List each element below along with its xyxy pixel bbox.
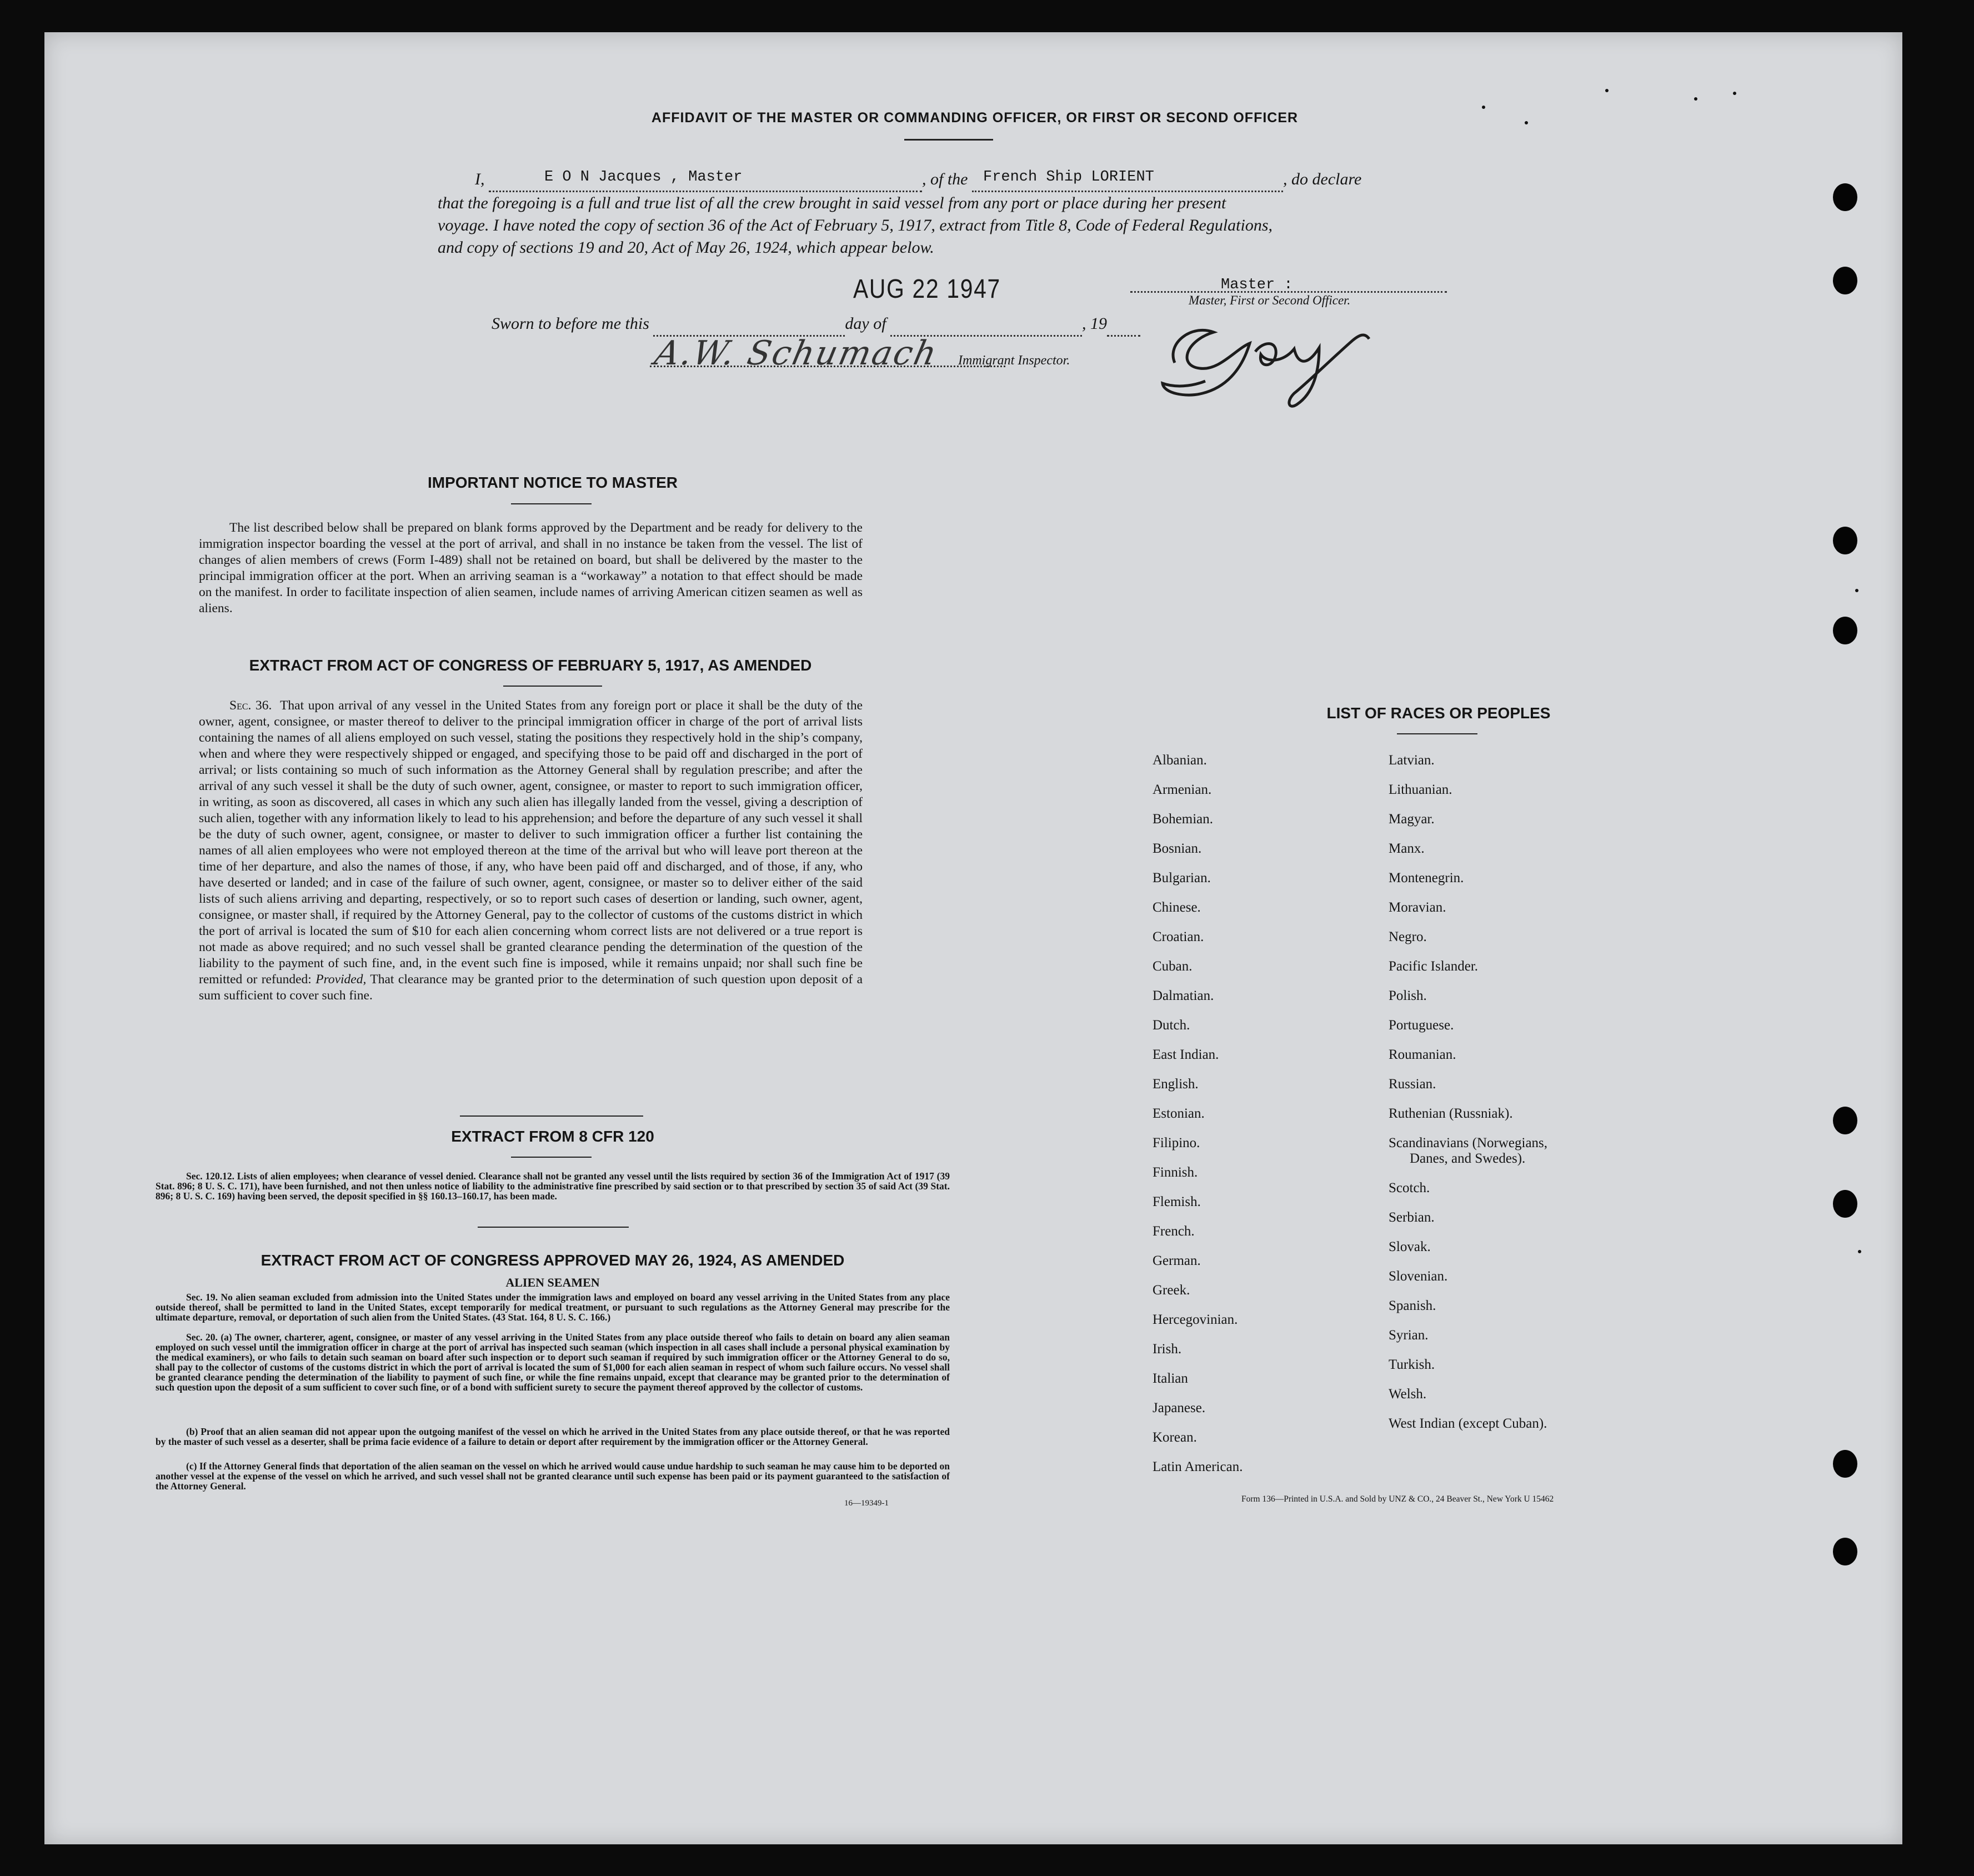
print-code: 16—19349-1 <box>844 1499 889 1508</box>
race-item: Scotch. <box>1389 1180 1430 1195</box>
speck <box>1733 92 1736 95</box>
declaration-line-1 <box>475 168 1514 191</box>
speck <box>1525 121 1528 124</box>
do-declare-label: , do declare <box>1283 170 1362 188</box>
sworn-year-field <box>1107 313 1140 337</box>
date-stamp: AUG 22 1947 <box>853 274 1001 304</box>
sec-20b-text: (b) Proof that an alien seaman did not appear upon the outgoing manifest of the vessel on which he arrived in the United States from any place outside thereof, or that he was reported by the master of such vessel as a deserter, shall be prima facie evidence of a failure to detain or deport after requirement by the immigration officer or the Attorney General. <box>156 1426 950 1447</box>
race-item: Croatian. <box>1153 929 1204 944</box>
speck <box>1694 97 1697 101</box>
sec-36-body-end: That clearance may be granted prior to the determination of such question upon deposit of a sum sufficient to cover such fine. <box>199 972 863 1003</box>
binder-hole <box>1833 527 1857 554</box>
sworn-line <box>492 313 1203 337</box>
races-rule <box>1397 733 1477 734</box>
extract-1917-rule <box>503 686 602 687</box>
name-field <box>489 168 922 192</box>
of-the-label: , of the <box>922 170 968 188</box>
race-item: Scandinavians (Norwegians, <box>1389 1135 1548 1150</box>
race-item: French. <box>1153 1224 1195 1239</box>
inspector-signature: A.W. Schumach <box>651 334 942 373</box>
sworn-label: Sworn to before me this <box>492 314 649 333</box>
race-item: Slovenian. <box>1389 1269 1448 1284</box>
cfr-end-rule <box>478 1227 629 1228</box>
race-item: Finnish. <box>1153 1165 1198 1180</box>
race-item: Greek. <box>1153 1283 1190 1298</box>
speck <box>1858 1250 1861 1253</box>
race-item: Japanese. <box>1153 1400 1206 1415</box>
race-item: Latvian. <box>1389 753 1435 768</box>
cfr-heading: EXTRACT FROM 8 CFR 120 <box>451 1128 654 1145</box>
inspector-caption: Immigrant Inspector. <box>958 353 1070 368</box>
sec-20c-text: (c) If the Attorney General finds that deportation of the alien seaman on the vessel on which he arrived would cause undue hardship to such seaman he may cause him to be deported on another vessel at the expense of the vessel on which he arrived, and such vessel shall not be granted clearance until such expense has been paid or its payment guaranteed to the satisfaction of the Attorney General. <box>156 1460 950 1492</box>
race-item: Roumanian. <box>1389 1047 1456 1062</box>
extract-1917-end-rule <box>460 1115 643 1117</box>
cfr-rule <box>511 1157 592 1158</box>
race-item: Irish. <box>1153 1342 1182 1357</box>
notice-heading: IMPORTANT NOTICE TO MASTER <box>427 474 678 491</box>
alien-seamen-subheading: ALIEN SEAMEN <box>505 1275 600 1289</box>
sec-36-label: Sec. 36. <box>229 698 272 713</box>
document-page <box>44 32 1902 1844</box>
cfr-text: Sec. 120.12. Lists of alien employees; when clearance of vessel denied. Clearance shall not be granted any vessel until the lists required by section 36 of the Immigration Act of 1917 (39 Stat. 896; 8 U. S. C. 171), have been furnished, and not then unless notice of liability to the administrative fine prescribed by said section or to that prescribed by section 35 of said Act (39 Stat. 896; 8 U. S. C. 169) having been served, the deposit specified in §§ 160.13–160.17, has been made. <box>156 1170 950 1202</box>
race-item: Dalmatian. <box>1153 988 1214 1003</box>
ship-name-value: French Ship LORIENT <box>983 169 1154 186</box>
race-item: Syrian. <box>1389 1328 1429 1343</box>
race-item: Moravian. <box>1389 900 1446 915</box>
master-signature <box>1153 310 1386 416</box>
race-item: Welsh. <box>1389 1387 1427 1402</box>
race-item: Flemish. <box>1153 1194 1201 1209</box>
race-item: Korean. <box>1153 1430 1197 1445</box>
race-item: Latin American. <box>1153 1459 1243 1474</box>
race-item: Manx. <box>1389 841 1425 856</box>
race-item: Ruthenian (Russniak). <box>1389 1106 1513 1121</box>
race-item: Bulgarian. <box>1153 871 1211 886</box>
race-item: Hercegovinian. <box>1153 1312 1238 1327</box>
day-of-label: day of <box>845 314 886 333</box>
race-item: Danes, and Swedes). <box>1410 1151 1526 1166</box>
sec-36-body: That upon arrival of any vessel in the United States from any foreign port or place it shall be the duty of the owner, agent, consignee, or master thereof to deliver to the principal immigration officer in charge of the port of arrival lists containing the names of all aliens employed on such vessel, stating the positions they respectively hold in the ship’s company, when and where they were respectively shipped or engaged, and specifying those to be paid off and discharged in the port of arrival; or lists containing so much of such information as the Attorney General shall by regulation prescribe; and after the arrival of any such vessel it shall be the duty of such owner, agent, consignee, or master to report to such immigration officer, in writing, as soon as discovered, all cases in which any such alien has illegally landed from the vessel, giving a description of such alien, together with any information likely to lead to his apprehension; and before the departure of any such vessel it shall be the duty of such owner, agent, consignee, or master to deliver to such immigration officer a further list containing the names of all alien employees who were not employed thereon at the time of the arrival but who will leave port thereon at the time of her departure, and also the names of those, if any, who have been paid off and discharged, and of those, if any, who have deserted or landed; and in case of the failure of such owner, agent, consignee, or master so to deliver either of the said lists of such aliens arriving and departing, respectively, or so to report such cases of desertion or landing, such owner, agent, consignee, or master shall, if required by the Attorney General, pay to the collector of customs of the customs district in which the port of arrival is located the sum of $10 for each alien concerning whom correct lists are not delivered or a true report is not made as above required; and no such vessel shall be granted clearance pending the determination of the question of the liability to the payment of such fine, and, in the event such fine is imposed, while it remains unpaid; nor shall such fine be remitted or refunded: <box>199 698 863 987</box>
extract-1924-heading: EXTRACT FROM ACT OF CONGRESS APPROVED MAY 26, 1924, AS AMENDED <box>260 1252 845 1269</box>
extract-1917-heading: EXTRACT FROM ACT OF CONGRESS OF FEBRUARY 5, 1917, AS AMENDED <box>249 657 812 674</box>
binder-hole <box>1833 1450 1857 1478</box>
race-item: Polish. <box>1389 988 1427 1003</box>
i-label: I, <box>475 170 485 188</box>
race-item: Turkish. <box>1389 1357 1435 1372</box>
sec-20a-text: Sec. 20. (a) The owner, charterer, agent, consignee, or master of any vessel arriving in the United States from any place outside thereof who fails to detain on board any alien seaman employed on such vessel until the immigration officer in charge at the port of arrival has inspected such seaman (which inspection in all cases shall include a personal physical examination by the medical examiners), or who fails to detain such seaman on board after such inspection or to deport such seaman if required by such immigration officer or the Attorney General to do so, shall pay to the collector of customs of the customs district in which the port of arrival is located the sum of $1,000 for each alien seaman in respect of whom such failure occurs. No vessel shall be granted clearance pending the determination of the liability to payment of such fine, or while the fine remains unpaid, except that clearance may be granted prior to the determination of such question upon the deposit of a sum sufficient to cover such fine, or of a bond with sufficient surety to secure the payment thereof approved by the collector of customs. <box>156 1332 950 1393</box>
binder-hole <box>1833 617 1857 644</box>
declaration-line-2: that the foregoing is a full and true list of all the crew brought in said vessel from any port or place during her present <box>438 194 1226 212</box>
binder-hole <box>1833 267 1857 294</box>
race-item: Lithuanian. <box>1389 782 1452 797</box>
speck <box>1855 589 1858 592</box>
year-label: , 19 <box>1082 314 1108 333</box>
sec-19-text: Sec. 19. No alien seaman excluded from admission into the United States under the immigration laws and employed on board any vessel arriving in the United States from any place outside thereof, shall be permitted to land in the United States, except temporarily for medical treatment, or pursuant to such regulations as the Attorney General may prescribe for the ultimate departure, removal, or deportation of such alien from the United States. (43 Stat. 164, 8 U. S. C. 166.) <box>156 1292 950 1323</box>
affidavit-title: AFFIDAVIT OF THE MASTER OR COMMANDING OFFICER, OR FIRST OR SECOND OFFICER <box>651 110 1299 126</box>
speck <box>1605 89 1609 92</box>
race-item: Italian <box>1153 1371 1188 1386</box>
race-item: Armenian. <box>1153 782 1212 797</box>
provided-label: Provided, <box>315 972 367 987</box>
race-item: Serbian. <box>1389 1210 1435 1225</box>
binder-hole <box>1833 1190 1857 1218</box>
race-item: Dutch. <box>1153 1018 1190 1033</box>
race-item: Chinese. <box>1153 900 1201 915</box>
binder-hole <box>1833 1107 1857 1134</box>
master-caption: Master, First or Second Officer. <box>1189 293 1351 307</box>
notice-text: The list described below shall be prepared on blank forms approved by the Department and be ready for delivery to the immigration inspector boarding the vessel at the port of arrival, and shall in no instance be taken from the vessel. The list of changes of alien members of crews (Form I-489) shall not be retained on board, but shall be delivered by the master to the principal immigration officer at the port. When an arriving seaman is a “workaway” a notation to that effect should be made on the manifest. In order to facilitate inspection of alien seamen, include names of arriving American citizen seamen as well as aliens. <box>199 521 863 616</box>
race-item: Pacific Islander. <box>1389 959 1479 974</box>
declaration-line-3: voyage. I have noted the copy of section 36 of the Act of February 5, 1917, extract from Title 8, Code of Federal Regulations, <box>438 216 1273 234</box>
race-item: Negro. <box>1389 929 1427 944</box>
master-title-value: Master : <box>1221 277 1293 293</box>
title-rule <box>904 139 993 141</box>
race-item: Bosnian. <box>1153 841 1202 856</box>
race-item: Estonian. <box>1153 1106 1205 1121</box>
race-item: Bohemian. <box>1153 812 1214 827</box>
race-item: Portuguese. <box>1389 1018 1454 1033</box>
binder-hole <box>1833 1538 1857 1565</box>
race-item: Russian. <box>1389 1077 1436 1092</box>
speck <box>1482 106 1485 109</box>
sworn-month-field <box>890 313 1082 337</box>
ship-field <box>972 168 1283 192</box>
race-item: Spanish. <box>1389 1298 1436 1313</box>
binder-hole <box>1833 183 1857 211</box>
race-item: West Indian (except Cuban). <box>1389 1416 1547 1431</box>
declaration-line-4: and copy of sections 19 and 20, Act of May 26, 1924, which appear below. <box>438 238 934 257</box>
race-item: Magyar. <box>1389 812 1435 827</box>
sworn-day-field <box>653 313 845 337</box>
race-item: Filipino. <box>1153 1135 1200 1150</box>
race-item: Cuban. <box>1153 959 1193 974</box>
race-item: German. <box>1153 1253 1201 1268</box>
race-item: Montenegrin. <box>1389 871 1464 886</box>
race-item: Slovak. <box>1389 1239 1431 1254</box>
notice-rule <box>511 503 592 504</box>
form-note: Form 136—Printed in U.S.A. and Sold by UNZ & CO., 24 Beaver St., New York U 15462 <box>1241 1494 1554 1504</box>
race-item: East Indian. <box>1153 1047 1219 1062</box>
extract-1917-text <box>199 698 863 1004</box>
races-heading: LIST OF RACES OR PEOPLES <box>1326 704 1551 722</box>
race-item: English. <box>1153 1077 1199 1092</box>
master-name-value: E O N Jacques , Master <box>544 169 743 186</box>
race-item: Albanian. <box>1153 753 1207 768</box>
